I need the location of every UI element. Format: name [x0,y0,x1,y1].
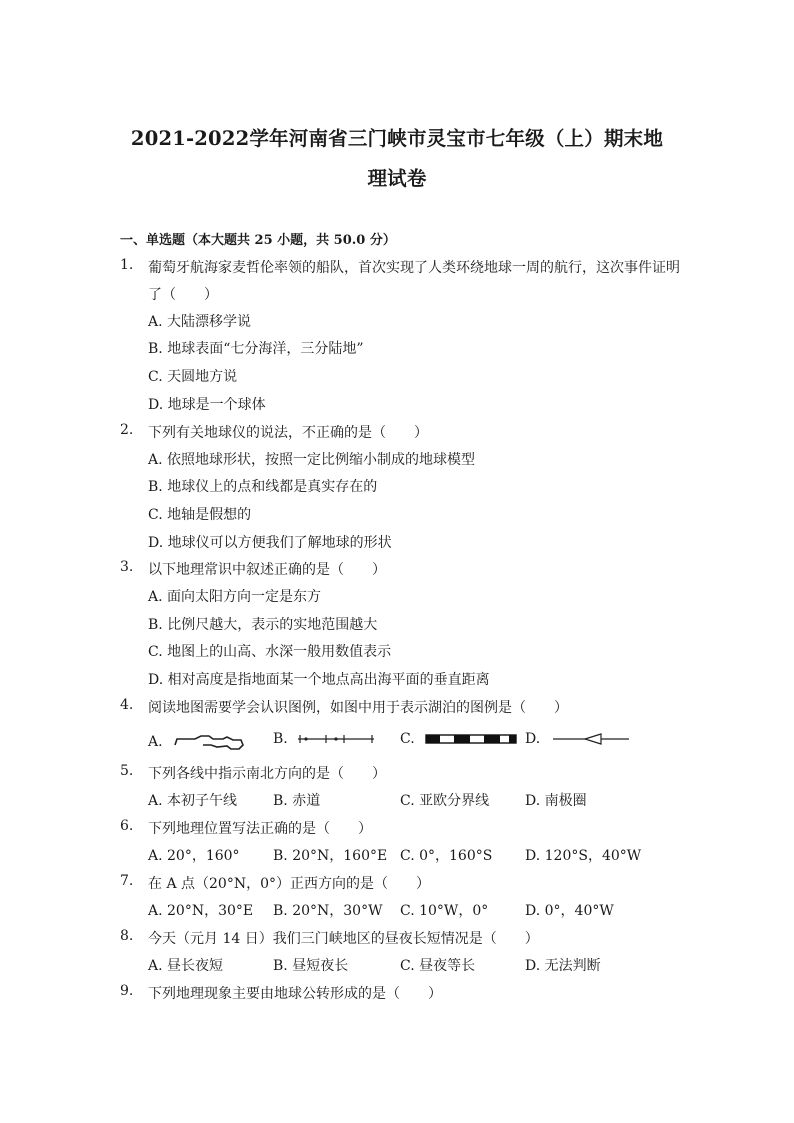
question-3-option-d: D. 相对高度是指地面某一个地点高出海平面的垂直距离 [148,672,490,688]
question-4-option-b-label: B. [273,731,288,747]
question-8-option-c: C. 昼夜等长 [400,958,476,974]
lake-outline-icon [173,731,245,753]
question-2-option-d: D. 地球仪可以方便我们了解地球的形状 [148,535,392,551]
question-2-option-a: A. 依照地球形状，按照一定比例缩小制成的地球模型 [148,452,476,468]
question-1-stem: 葡萄牙航海家麦哲伦率领的船队，首次实现了人类环绕地球一周的航行，这次事件证明 [148,260,680,276]
question-5-option-c: C. 亚欧分界线 [400,793,490,809]
question-7-option-c: C. 10°W，0° [400,903,489,919]
question-1-option-d: D. 地球是一个球体 [148,397,266,413]
question-7-option-d: D. 0°，40°W [525,903,614,919]
question-8-stem: 今天（元月 14 日）我们三门峡地区的昼夜长短情况是（ ） [148,931,539,947]
question-6-option-b: B. 20°N，160°E [273,848,388,864]
question-4-option-d-label: D. [525,731,541,747]
question-6-option-d: D. 120°S，40°W [525,848,642,864]
question-4-option-b [273,731,376,747]
river-flow-arrow-icon [551,732,631,746]
question-7-option-a: A. 20°N，30°E [148,903,254,919]
question-4-number: 4. [120,697,134,713]
question-6-stem: 下列地理位置写法正确的是（ ） [148,821,372,837]
question-1-option-c: C. 天圆地方说 [148,369,238,385]
question-4-option-a [148,731,245,753]
question-2-number: 2. [120,422,134,438]
question-3-option-c: C. 地图上的山高、水深一般用数值表示 [148,644,392,660]
section-heading: 一、单选题（本大题共 25 小题，共 50.0 分） [120,233,396,248]
document-title-line1: 2021-2022学年河南省三门峡市灵宝市七年级（上）期末地 [130,127,664,150]
question-7-number: 7. [120,873,134,889]
question-1-option-a: A. 大陆漂移学说 [148,314,252,330]
question-6-number: 6. [120,818,134,834]
question-7-stem: 在 A 点（20°N，0°）正西方向的是（ ） [148,876,430,892]
question-4-option-d [525,731,631,747]
question-8-option-a: A. 昼长夜短 [148,958,224,974]
question-5-option-b: B. 赤道 [273,793,321,809]
question-5-stem: 下列各线中指示南北方向的是（ ） [148,766,386,782]
question-5-option-a: A. 本初子午线 [148,793,238,809]
question-8-option-d: D. 无法判断 [525,958,601,974]
question-7-option-b: B. 20°N，30°W [273,903,383,919]
question-2-option-b: B. 地球仪上的点和线都是真实存在的 [148,479,378,495]
railway-icon [425,733,517,745]
question-4-option-c-label: C. [400,731,415,747]
question-1-number: 1. [120,257,134,273]
document-title-line2: 理试卷 [367,167,427,190]
question-8-number: 8. [120,928,134,944]
question-4-stem: 阅读地图需要学会认识图例，如图中用于表示湖泊的图例是（ ） [148,700,568,716]
question-1-stem-cont: 了（ ） [148,287,218,303]
question-3-option-a: A. 面向太阳方向一定是东方 [148,589,322,605]
question-2-option-c: C. 地轴是假想的 [148,507,252,523]
question-4-option-a-label: A. [148,734,163,750]
question-5-option-d: D. 南极圈 [525,793,587,809]
question-3-option-b: B. 比例尺越大，表示的实地范围越大 [148,617,378,633]
question-2-stem: 下列有关地球仪的说法，不正确的是（ ） [148,425,428,441]
question-9-number: 9. [120,983,134,999]
question-3-number: 3. [120,559,134,575]
question-9-stem: 下列地理现象主要由地球公转形成的是（ ） [148,986,442,1002]
question-6-option-c: C. 0°，160°S [400,848,493,864]
question-1-option-b: B. 地球表面“七分海洋，三分陆地” [148,341,364,357]
question-5-number: 5. [120,763,134,779]
question-6-option-a: A. 20°，160° [148,848,240,864]
boundary-line-icon [296,732,376,746]
question-4-option-c [400,731,517,747]
question-3-stem: 以下地理常识中叙述正确的是（ ） [148,562,386,578]
question-8-option-b: B. 昼短夜长 [273,958,349,974]
